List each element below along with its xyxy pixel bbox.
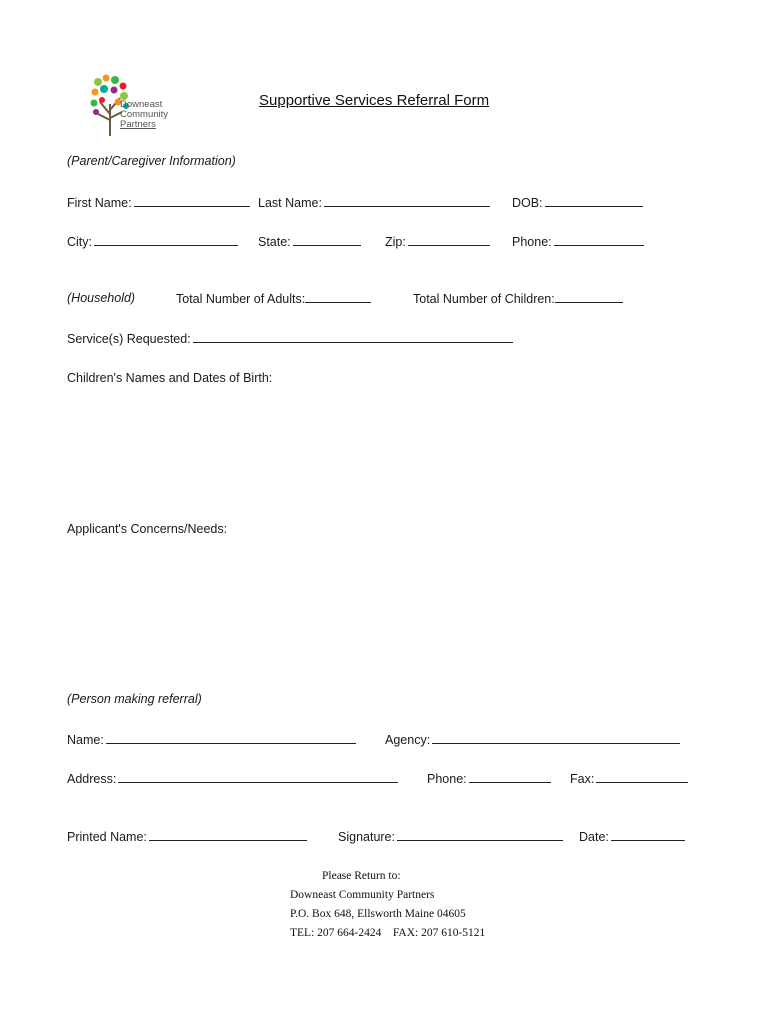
agency-label: Agency: [385,733,431,747]
referrer-name-line[interactable] [106,732,356,744]
signature-field[interactable] [338,829,563,845]
return-heading: Please Return to: [322,870,401,882]
return-po-box: P.O. Box 648, Ellsworth Maine 04605 [290,908,466,920]
logo-line-3: Partners [120,119,156,130]
return-contact: TEL: 207 664-2424 FAX: 207 610-5121 [290,927,486,939]
date-label: Date: [579,830,609,844]
state-line[interactable] [293,234,361,246]
logo-text [120,100,168,130]
parent-section-label: (Parent/Caregiver Information) [67,154,236,168]
children-names-area[interactable] [67,390,687,510]
printed-name-line[interactable] [149,829,307,841]
adults-label: Total Number of Adults: [176,292,306,306]
zip-label: Zip: [385,235,406,249]
children-count-label: Total Number of Children: [413,292,555,306]
dob-label: DOB: [512,196,543,210]
phone-label: Phone: [512,235,552,249]
services-field[interactable] [67,331,513,347]
zip-line[interactable] [408,234,490,246]
dob-field[interactable] [512,195,643,211]
services-line[interactable] [193,331,513,343]
zip-field[interactable] [385,234,490,250]
form-title: Supportive Services Referral Form [259,92,490,109]
fax-field[interactable] [570,771,688,787]
referrer-phone-line[interactable] [469,771,551,783]
adults-line[interactable] [305,291,371,303]
children-names-label: Children's Names and Dates of Birth: [67,371,273,385]
address-line[interactable] [118,771,398,783]
concerns-area[interactable] [67,541,687,681]
adults-field[interactable] [176,291,371,307]
fax-label: Fax: [570,772,595,786]
dob-line[interactable] [545,195,643,207]
logo [84,74,184,144]
phone-field[interactable] [512,234,644,250]
address-field[interactable] [67,771,398,787]
first-name-line[interactable] [134,195,250,207]
printed-name-field[interactable] [67,829,307,845]
state-label: State: [258,235,291,249]
last-name-label: Last Name: [258,196,322,210]
city-field[interactable] [67,234,238,250]
agency-field[interactable] [385,732,680,748]
city-label: City: [67,235,92,249]
concerns-label: Applicant's Concerns/Needs: [67,522,228,536]
referrer-section-label: (Person making referral) [67,692,202,706]
state-field[interactable] [258,234,361,250]
last-name-line[interactable] [324,195,490,207]
address-label: Address: [67,772,117,786]
signature-label: Signature: [338,830,395,844]
referrer-name-label: Name: [67,733,104,747]
first-name-field[interactable] [67,195,250,211]
return-address [290,867,485,943]
printed-name-label: Printed Name: [67,830,147,844]
logo-line-2: Community [120,109,169,120]
phone-line[interactable] [554,234,644,246]
referrer-phone-label: Phone: [427,772,467,786]
services-label: Service(s) Requested: [67,332,191,346]
last-name-field[interactable] [258,195,490,211]
logo-line-1: Downeast [120,99,163,110]
return-org: Downeast Community Partners [290,889,435,901]
referrer-phone-field[interactable] [427,771,551,787]
date-line[interactable] [611,829,685,841]
fax-line[interactable] [596,771,688,783]
city-line[interactable] [94,234,238,246]
signature-line[interactable] [397,829,563,841]
children-count-field[interactable] [413,291,623,307]
first-name-label: First Name: [67,196,132,210]
date-field[interactable] [579,829,685,845]
referrer-name-field[interactable] [67,732,356,748]
children-count-line[interactable] [555,291,623,303]
agency-line[interactable] [432,732,680,744]
household-section-label: (Household) [67,291,136,305]
